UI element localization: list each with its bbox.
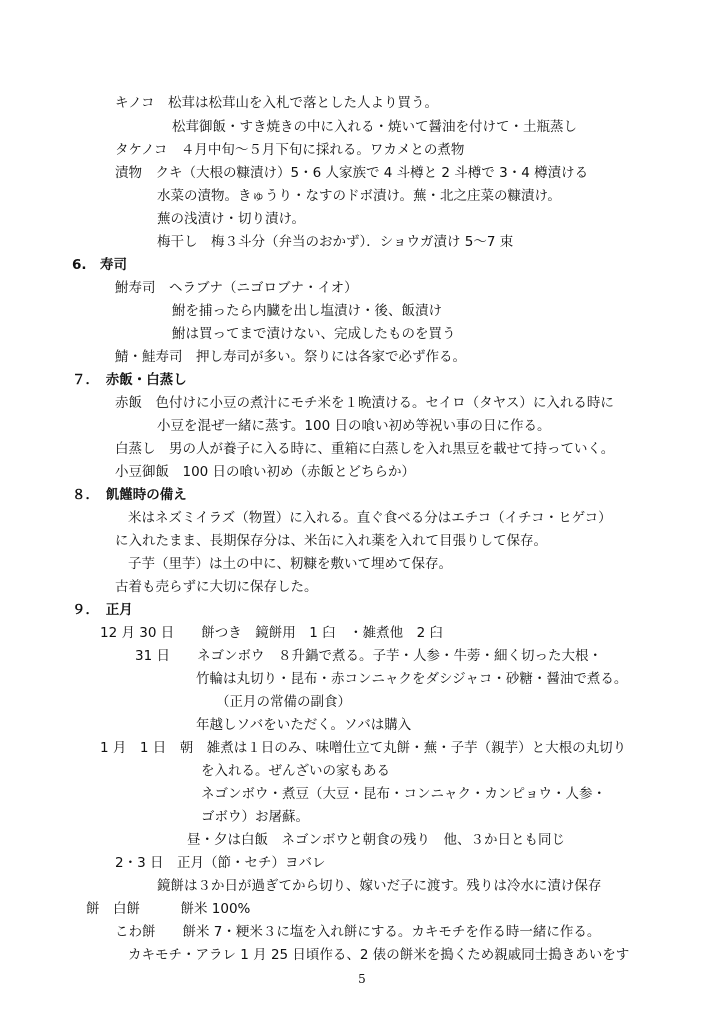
- text-line: 漬物 クキ（大根の糠漬け）5・6 人家族で 4 斗樽と 2 斗樽で 3・4 樽漬ける: [115, 165, 589, 181]
- text-line: 2・3 日 正月（節・セチ）ヨバレ: [115, 855, 326, 871]
- page-number: 5: [358, 972, 366, 986]
- text-line: 鯖・鮭寿司 押し寿司が多い。祭りには各家で必ず作る。: [115, 349, 466, 365]
- text-line: 鮒を捕ったら内臓を出し塩漬け・後、飯漬け: [172, 303, 442, 319]
- text-line: 小豆を混ぜ一緒に蒸す。100 日の喰い初め等祝い事の日に作る。: [157, 418, 551, 434]
- text-line: 年越しソバをいただく。ソバは購入: [196, 717, 412, 733]
- text-line: 水菜の漬物。きゅうり・なすのドボ漬け。蕪・北之庄菜の糠漬け。: [157, 188, 561, 204]
- text-line: に入れたまま、長期保存分は、米缶に入れ薬を入れて目張りして保存。: [115, 533, 547, 549]
- text-line: 蕪の浅漬け・切り漬け。: [157, 211, 305, 227]
- text-line: 子芋（里芋）は土の中に、籾糠を敷いて埋めて保存。: [128, 556, 452, 572]
- text-line: 鮒は買ってまで漬けない、完成したものを買う: [172, 326, 456, 342]
- text-line: こわ餅 餅米 7・粳米３に塩を入れ餅にする。カキモチを作る時一緒に作る。: [115, 924, 601, 940]
- section-heading: ７． 赤飯・白蒸し: [72, 372, 187, 388]
- text-line: 竹輪は丸切り・昆布・赤コンニャクをダシジャコ・砂糖・醤油で煮る。: [196, 671, 628, 687]
- text-line: （正月の常備の副食）: [216, 694, 351, 710]
- text-line: を入れる。ぜんざいの家もある: [201, 763, 390, 779]
- section-heading: ８． 飢饉時の備え: [72, 487, 187, 503]
- text-line: 小豆御飯 100 日の喰い初め（赤飯とどちらか）: [115, 464, 416, 480]
- text-line: キノコ 松茸は松茸山を入札で落とした人より買う。: [115, 95, 439, 111]
- text-line: ネゴンボウ・煮豆（大豆・昆布・コンニャク・カンピョウ・人参・: [201, 786, 606, 802]
- text-line: 鮒寿司 ヘラブナ（ニゴロブナ・イオ）: [115, 280, 358, 296]
- text-line: 米はネズミイラズ（物置）に入れる。直ぐ食べる分はエチコ（イチコ・ヒゲコ）: [128, 510, 612, 526]
- text-line: 鏡餅は３か日が過ぎてから切り、嫁いだ子に渡す。残りは冷水に漬け保存: [157, 878, 602, 894]
- text-line: 白蒸し 男の人が養子に入る時に、重箱に白蒸しを入れ黒豆を載せて持っていく。: [115, 441, 615, 457]
- text-line: タケノコ ４月中旬～５月下旬に採れる。ワカメとの煮物: [115, 142, 465, 158]
- text-line: 餅 白餅 餅米 100%: [86, 901, 251, 917]
- text-line: 赤飯 色付けに小豆の煮汁にモチ米を１晩漬ける。セイロ（タヤス）に入れる時に: [115, 395, 614, 411]
- text-line: 松茸御飯・すき焼きの中に入れる・焼いて醤油を付けて・土瓶蒸し: [172, 119, 577, 135]
- text-line: 12 月 30 日 餅つき 鏡餅用 1 臼 ・雑煮他 2 臼: [100, 625, 443, 641]
- text-line: 梅干し 梅３斗分（弁当のおかず）．ショウガ漬け 5～7 束: [157, 234, 514, 250]
- text-line: 1 月 1 日 朝 雑煮は１日のみ、味噌仕立て丸餅・蕪・子芋（親芋）と大根の丸切り: [100, 740, 627, 756]
- section-heading: ９． 正月: [72, 602, 133, 618]
- text-line: ゴボウ）お屠蘇。: [201, 809, 309, 825]
- text-line: 31 日 ネゴンボウ ８升鍋で煮る。子芋・人参・牛蒡・細く切った大根・: [135, 648, 602, 664]
- text-line: 古着も売らずに大切に保存した。: [115, 579, 318, 595]
- text-line: カキモチ・アラレ 1 月 25 日頃作る、2 俵の餅米を搗くため親戚同士搗きあいをす: [128, 947, 630, 963]
- section-heading: 6. 寿司: [72, 257, 128, 273]
- text-line: 昼・夕は白飯 ネゴンボウと朝食の残り 他、３か日とも同じ: [187, 832, 565, 848]
